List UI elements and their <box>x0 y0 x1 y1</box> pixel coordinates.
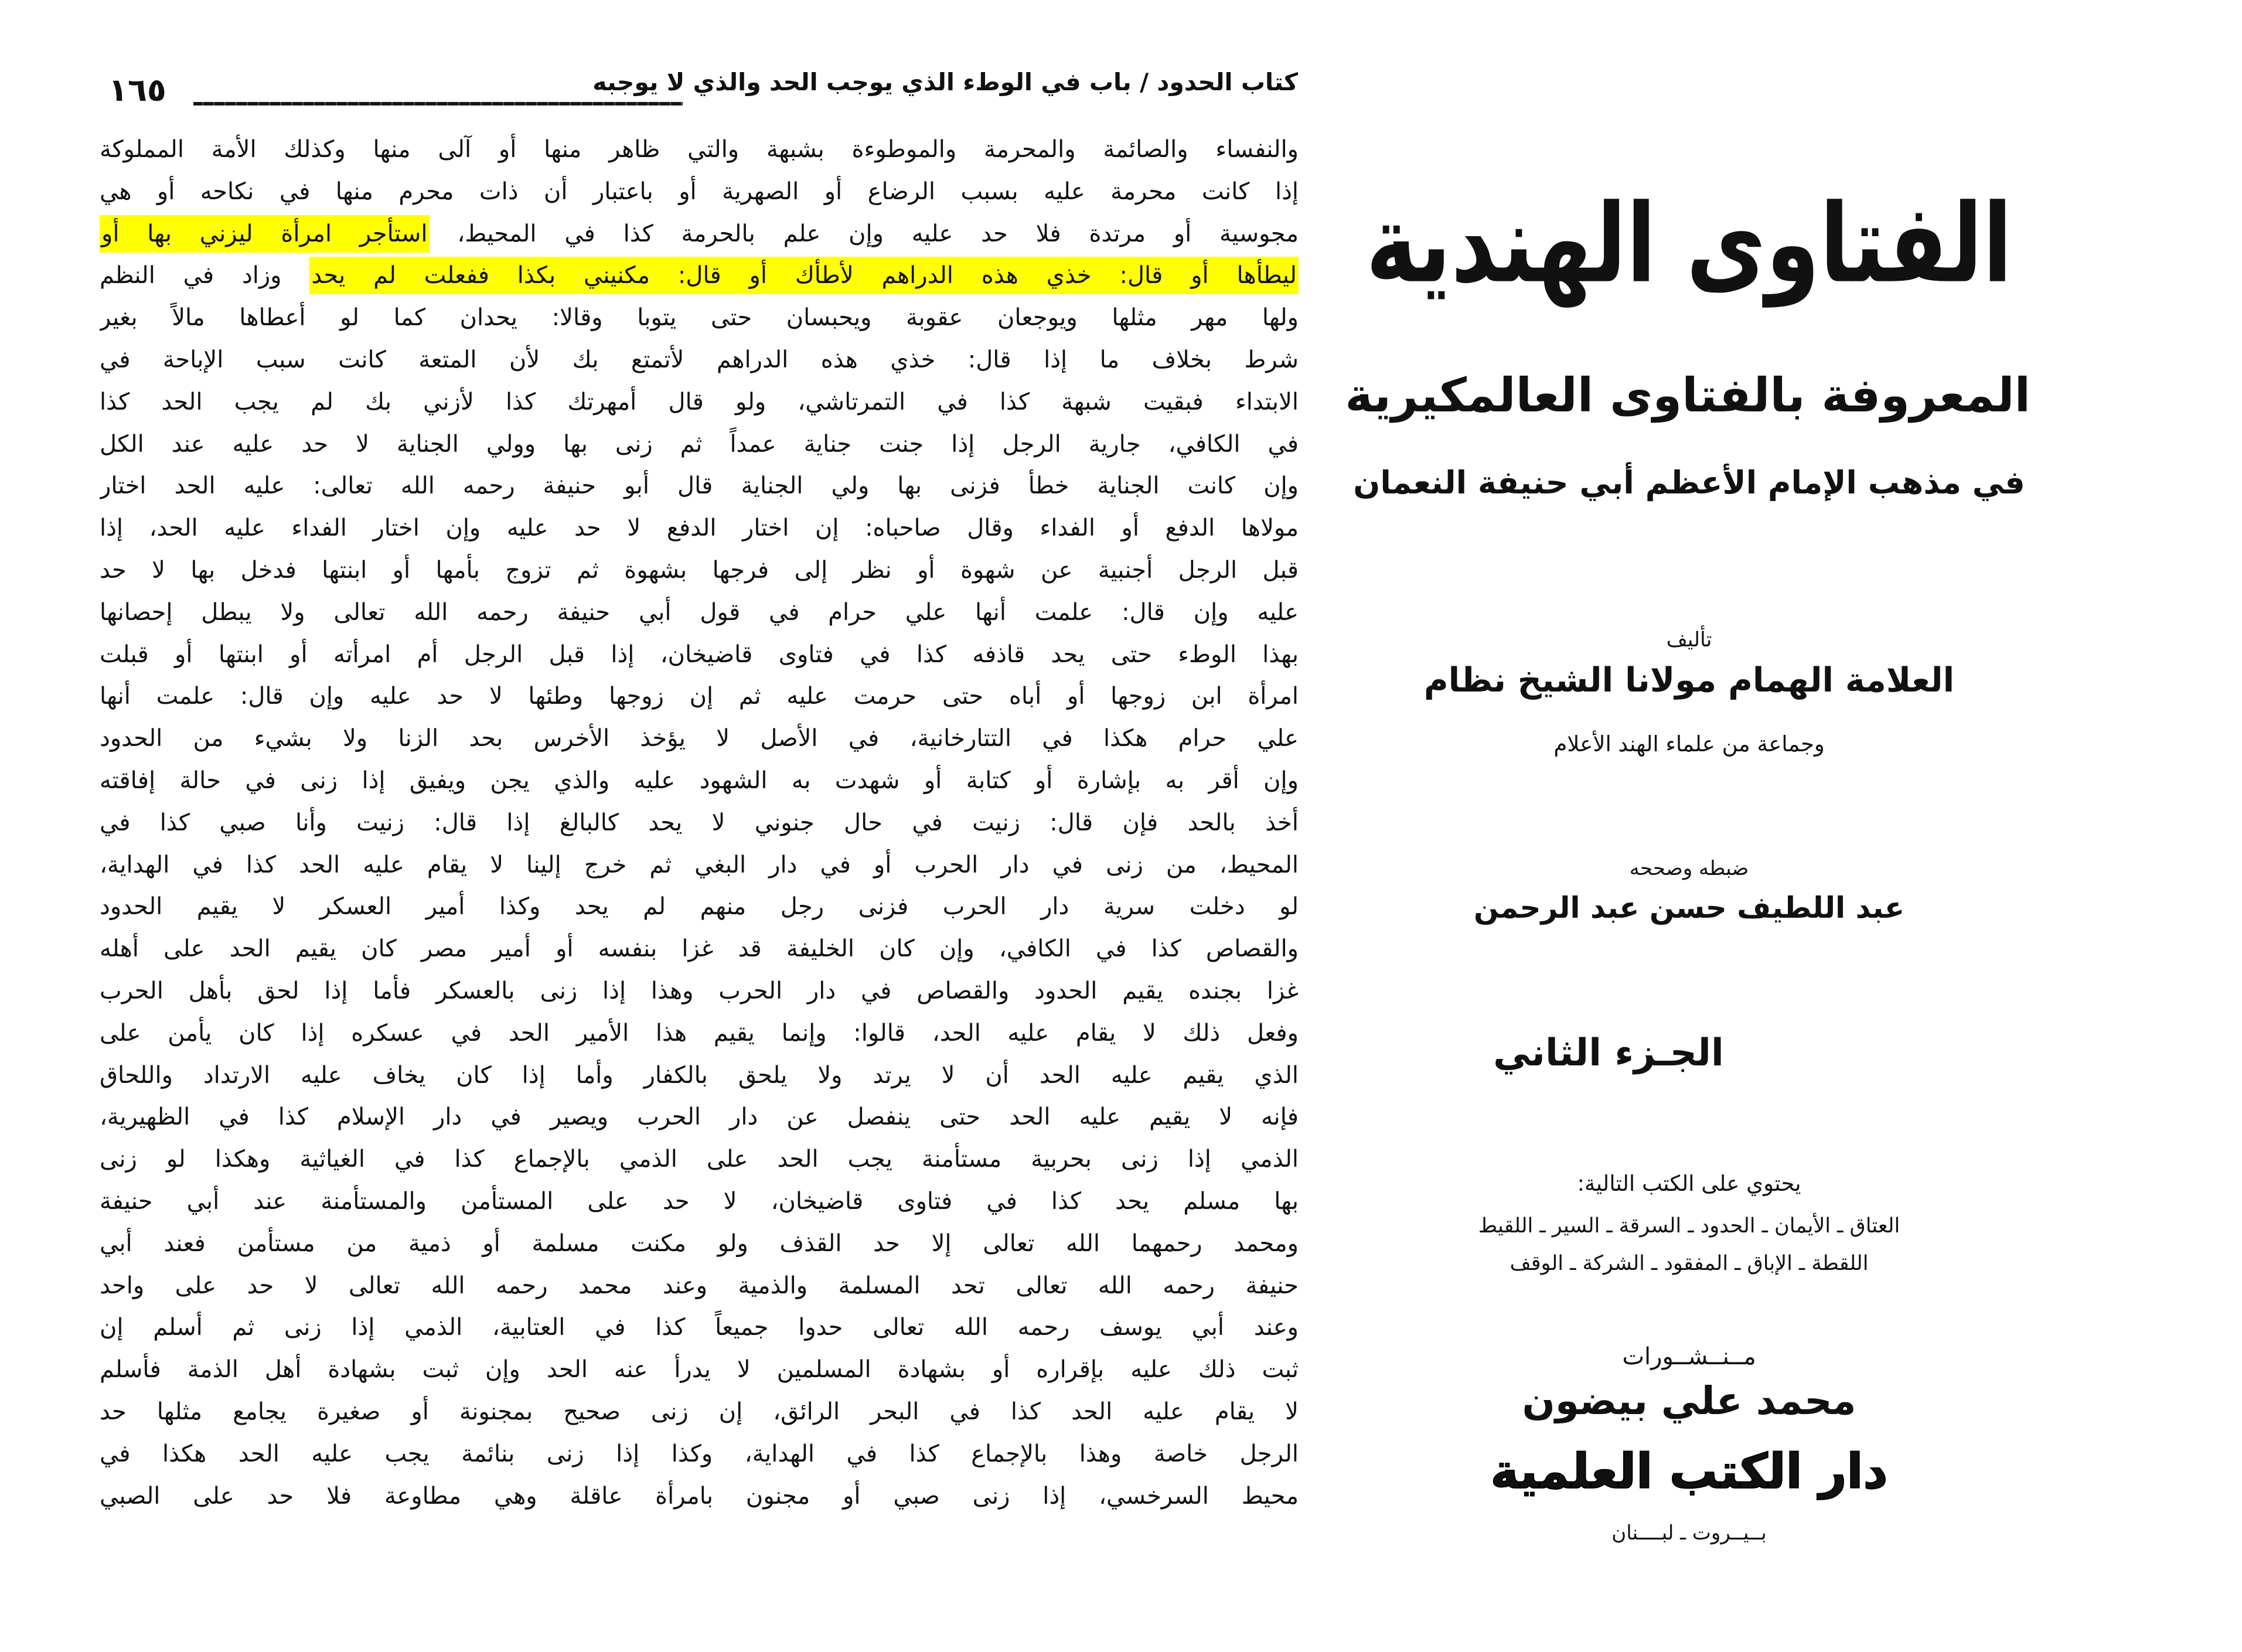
publications-label: مــنــشــورات <box>1622 1343 1756 1370</box>
body-text: إذا كانت محرمة عليه بسبب الرضاع أو الصهرية أو باعتبار أن ذات محرم منها في نكاحه أو هي <box>100 178 1299 205</box>
body-text: المحيط، من زنى في دار الحرب أو في دار البغي ثم خرج إلينا لا يقام عليه الحد كذا في الهداية، <box>100 851 1299 878</box>
text-line <box>100 465 1299 507</box>
text-line <box>100 928 1299 970</box>
publisher-person: محمد علي بيضون <box>1522 1378 1856 1423</box>
body-text: ومحمد رحمهما الله تعالى إلا حد القذف ولو مكنت مسلمة أو ذمية من مستأمن فعند أبي <box>100 1229 1299 1257</box>
body-text: ثبت ذلك عليه بإقراره أو بشهادة المسلمين لا يدرأ عنه الحد وإن ثبت بشهادة أهل الذمة فأسلم <box>100 1356 1299 1384</box>
body-text: علي حرام هكذا في التتارخانية، في الأصل لا يؤخذ الأخرس بحد الزنا ولا بشيء من الحدود <box>100 725 1299 752</box>
body-text: لو دخلت سرية دار الحرب فزنى رجل منهم لم يحد وكذا أمير العسكر لا يقيم الحدود <box>100 893 1299 921</box>
body-text: وفعل ذلك لا يقام عليه الحد، قالوا: وإنما يقيم هذا الأمير الحد في عسكره إذا كان يأمن على <box>100 1019 1299 1047</box>
text-line <box>100 129 1299 171</box>
book-title: الفتاوى الهندية <box>1365 180 2013 307</box>
highlighted-text: ليطأها أو قال: خذي هذه الدراهم لأطأك أو قال: مكنيني بكذا ففعلت لم يحد <box>309 257 1299 294</box>
body-text: محيط السرخسي، إذا زنى صبي أو مجنون بامرأة عاقلة وهي مطاوعة فلا حد على الصبي <box>100 1482 1299 1510</box>
text-line <box>100 1349 1299 1391</box>
text-line <box>100 634 1299 676</box>
body-text: بهذا الوطء حتى يحد قاذفه كذا في فتاوى قاضيخان، إذا قبل الرجل أم امرأته أو ابنتها أو قبلت <box>100 641 1299 668</box>
text-line <box>100 1391 1299 1433</box>
body-text: حنيفة رحمه الله تعالى تحد المسلمة والذمية وعند محمد رحمه الله تعالى لا حد على واحد <box>100 1272 1299 1299</box>
body-text: وعند أبي يوسف رحمه الله تعالى حدوا جميعاً كذا في العتابية، الذمي إذا زنى ثم أسلم إن <box>100 1314 1299 1341</box>
text-line <box>100 886 1299 928</box>
body-text: وإن كانت الجناية خطأ فزنى بها ولي الجناية قال أبو حنيفة رحمه الله تعالى: عليه الحد اختار <box>100 472 1299 500</box>
text-line <box>100 339 1299 382</box>
publisher-house: دار الكتب العلمية <box>1490 1444 1888 1500</box>
body-text: قبل الرجل أجنبية عن شهوة أو نظر إلى فرجها بشهوة ثم تزوج بأمها أو ابنتها فدخل بها لا حد <box>100 556 1299 584</box>
page-number: ١٦٥ <box>108 71 166 108</box>
body-text: ولها مهر مثلها ويوجعان عقوبة ويحبسان حتى يتوبا وقالا: يحدان كما لو أعطاها مالاً بغير <box>100 304 1299 332</box>
text-line <box>100 592 1299 634</box>
contents-books-line-1: العتاق ـ الأيمان ـ الحدود ـ السرقة ـ السير ـ اللقيط <box>1478 1214 1900 1238</box>
publisher-location: بــيــروت ـ لبــــنان <box>1611 1521 1767 1545</box>
text-line <box>100 1476 1299 1518</box>
body-text: الرجل خاصة وهذا بالإجماع كذا في الهداية، وكذا إذا زنى بنائمة يجب عليه الحد هكذا في <box>100 1440 1299 1467</box>
body-text: وزاد في النظم <box>100 262 310 289</box>
text-line <box>100 1223 1299 1265</box>
body-text: مولاها الدفع أو الفداء وقال صاحباه: إن اختار الدفع لا حد عليه وإن اختار الفداء عليه الحد، إذا <box>100 515 1299 542</box>
body-text: وإن أقر به بإشارة أو كتابة أو شهدت به الشهود عليه والذي يجن ويفيق إذا زنى في حالة إفاقته <box>100 767 1299 794</box>
volume-label: الجـزء الثاني <box>1493 1031 1724 1075</box>
body-text: الذمي إذا زنى بحربية مستأمنة يجب الحد على الذمي بالإجماع كذا في الغياثية وهكذا لو زنى <box>100 1146 1299 1173</box>
text-line <box>100 550 1299 592</box>
editor-name: عبد اللطيف حسن عبد الرحمن <box>1474 891 1904 925</box>
text-line <box>100 844 1299 887</box>
text-line <box>100 1055 1299 1097</box>
text-line <box>100 382 1299 424</box>
madhhab-line: في مذهب الإمام الأعظم أبي حنيفة النعمان <box>1353 464 2025 501</box>
text-line <box>100 171 1299 213</box>
text-line <box>100 1181 1299 1223</box>
text-line <box>100 1013 1299 1055</box>
body-text: فإنه لا يقيم عليه الحد حتى ينفصل عن دار الحرب ويصير في دار الإسلام كذا في الظهيرية، <box>100 1103 1299 1131</box>
text-line <box>100 1265 1299 1307</box>
highlighted-text: استأجر امرأة ليزني بها أو <box>100 215 430 253</box>
book-subtitle: المعروفة بالفتاوى العالمكيرية <box>1345 368 2030 423</box>
body-text: غزا بجنده يقيم الحدود والقصاص في دار الحرب وهذا إذا زنى بالعسكر فأما إذا لحق بأهل الحرب <box>100 977 1299 1004</box>
body-text: بها مسلم يحد كذا في فتاوى قاضيخان، لا حد على المستأمن والمستأمنة عند أبي حنيفة <box>100 1187 1299 1215</box>
text-line <box>100 802 1299 844</box>
author-group-line: وجماعة من علماء الهند الأعلام <box>1553 731 1825 757</box>
author-name: العلامة الهمام مولانا الشيخ نظام <box>1423 661 1955 700</box>
text-line <box>100 760 1299 802</box>
text-line <box>100 718 1299 760</box>
body-text: مجوسية أو مرتدة فلا حد عليه وإن علم بالحرمة كذا في المحيط، <box>429 220 1299 247</box>
text-line <box>100 213 1299 256</box>
text-line <box>100 1307 1299 1349</box>
text-line <box>100 1139 1299 1181</box>
body-text: الابتداء فبقيت شبهة كذا في التمرتاشي، ولو قال أمهرتك كذا لأزني بك لم يجب الحد كذا <box>100 388 1299 415</box>
header-rule <box>193 102 683 105</box>
body-text-column <box>100 129 1299 1517</box>
text-line <box>100 1096 1299 1139</box>
body-text: عليه وإن قال: علمت أنها علي حرام في قول أبي حنيفة رحمه الله تعالى ولا يبطل إحصانها <box>100 598 1299 626</box>
body-text: أخذ بالحد فإن قال: زنيت في حال جنوني لا يحد كالبالغ إذا قال: زنيت وأنا صبي كذا في <box>100 809 1299 836</box>
contents-books-line-2: اللقطة ـ الإباق ـ المفقود ـ الشركة ـ الوقف <box>1510 1252 1869 1275</box>
editing-label: ضبطه وصححه <box>1629 857 1749 880</box>
text-line <box>100 255 1299 297</box>
body-text: شرط بخلاف ما إذا قال: خذي هذه الدراهم لأتمتع بك لأن المتعة كانت سبب الإباحة في <box>100 346 1299 373</box>
text-line <box>100 970 1299 1013</box>
text-line <box>100 297 1299 339</box>
body-text: والقصاص كذا في الكافي، وإن كان الخليفة قد غزا بنفسه أو أمير مصر كان يقيم الحد على أهله <box>100 935 1299 963</box>
body-text: والنفساء والصائمة والمحرمة والموطوءة بشبهة والتي ظاهر منها أو آلى منها وكذلك الأمة المملوكة <box>100 136 1299 163</box>
body-text: في الكافي، جارية الرجل إذا جنت جناية عمداً ثم زنى بها وولي الجناية لا حد عليه عند الكل <box>100 430 1299 458</box>
body-text: امرأة ابن زوجها أو أباه حتى حرمت عليه ثم إن زوجها وطئها لا حد عليه وإن قال: علمت أنها <box>100 683 1299 710</box>
text-line <box>100 1433 1299 1476</box>
body-text: لا يقام عليه الحد كذا في البحر الرائق، إن زنى صحيح بمجنونة أو صغيرة يجامع مثلها حد <box>100 1398 1299 1425</box>
text-line <box>100 676 1299 718</box>
byline-label: تأليف <box>1666 628 1712 652</box>
text-line <box>100 507 1299 550</box>
contents-label: يحتوي على الكتب التالية: <box>1577 1171 1801 1196</box>
text-line <box>100 424 1299 466</box>
body-text: الذي يقيم عليه الحد أن لا يرتد ولا يلحق بالكفار وأما إذا كان يخاف عليه الارتداد واللحاق <box>100 1061 1299 1089</box>
running-title: كتاب الحدود / باب في الوطء الذي يوجب الحد والذي لا يوجبه <box>592 68 1298 96</box>
